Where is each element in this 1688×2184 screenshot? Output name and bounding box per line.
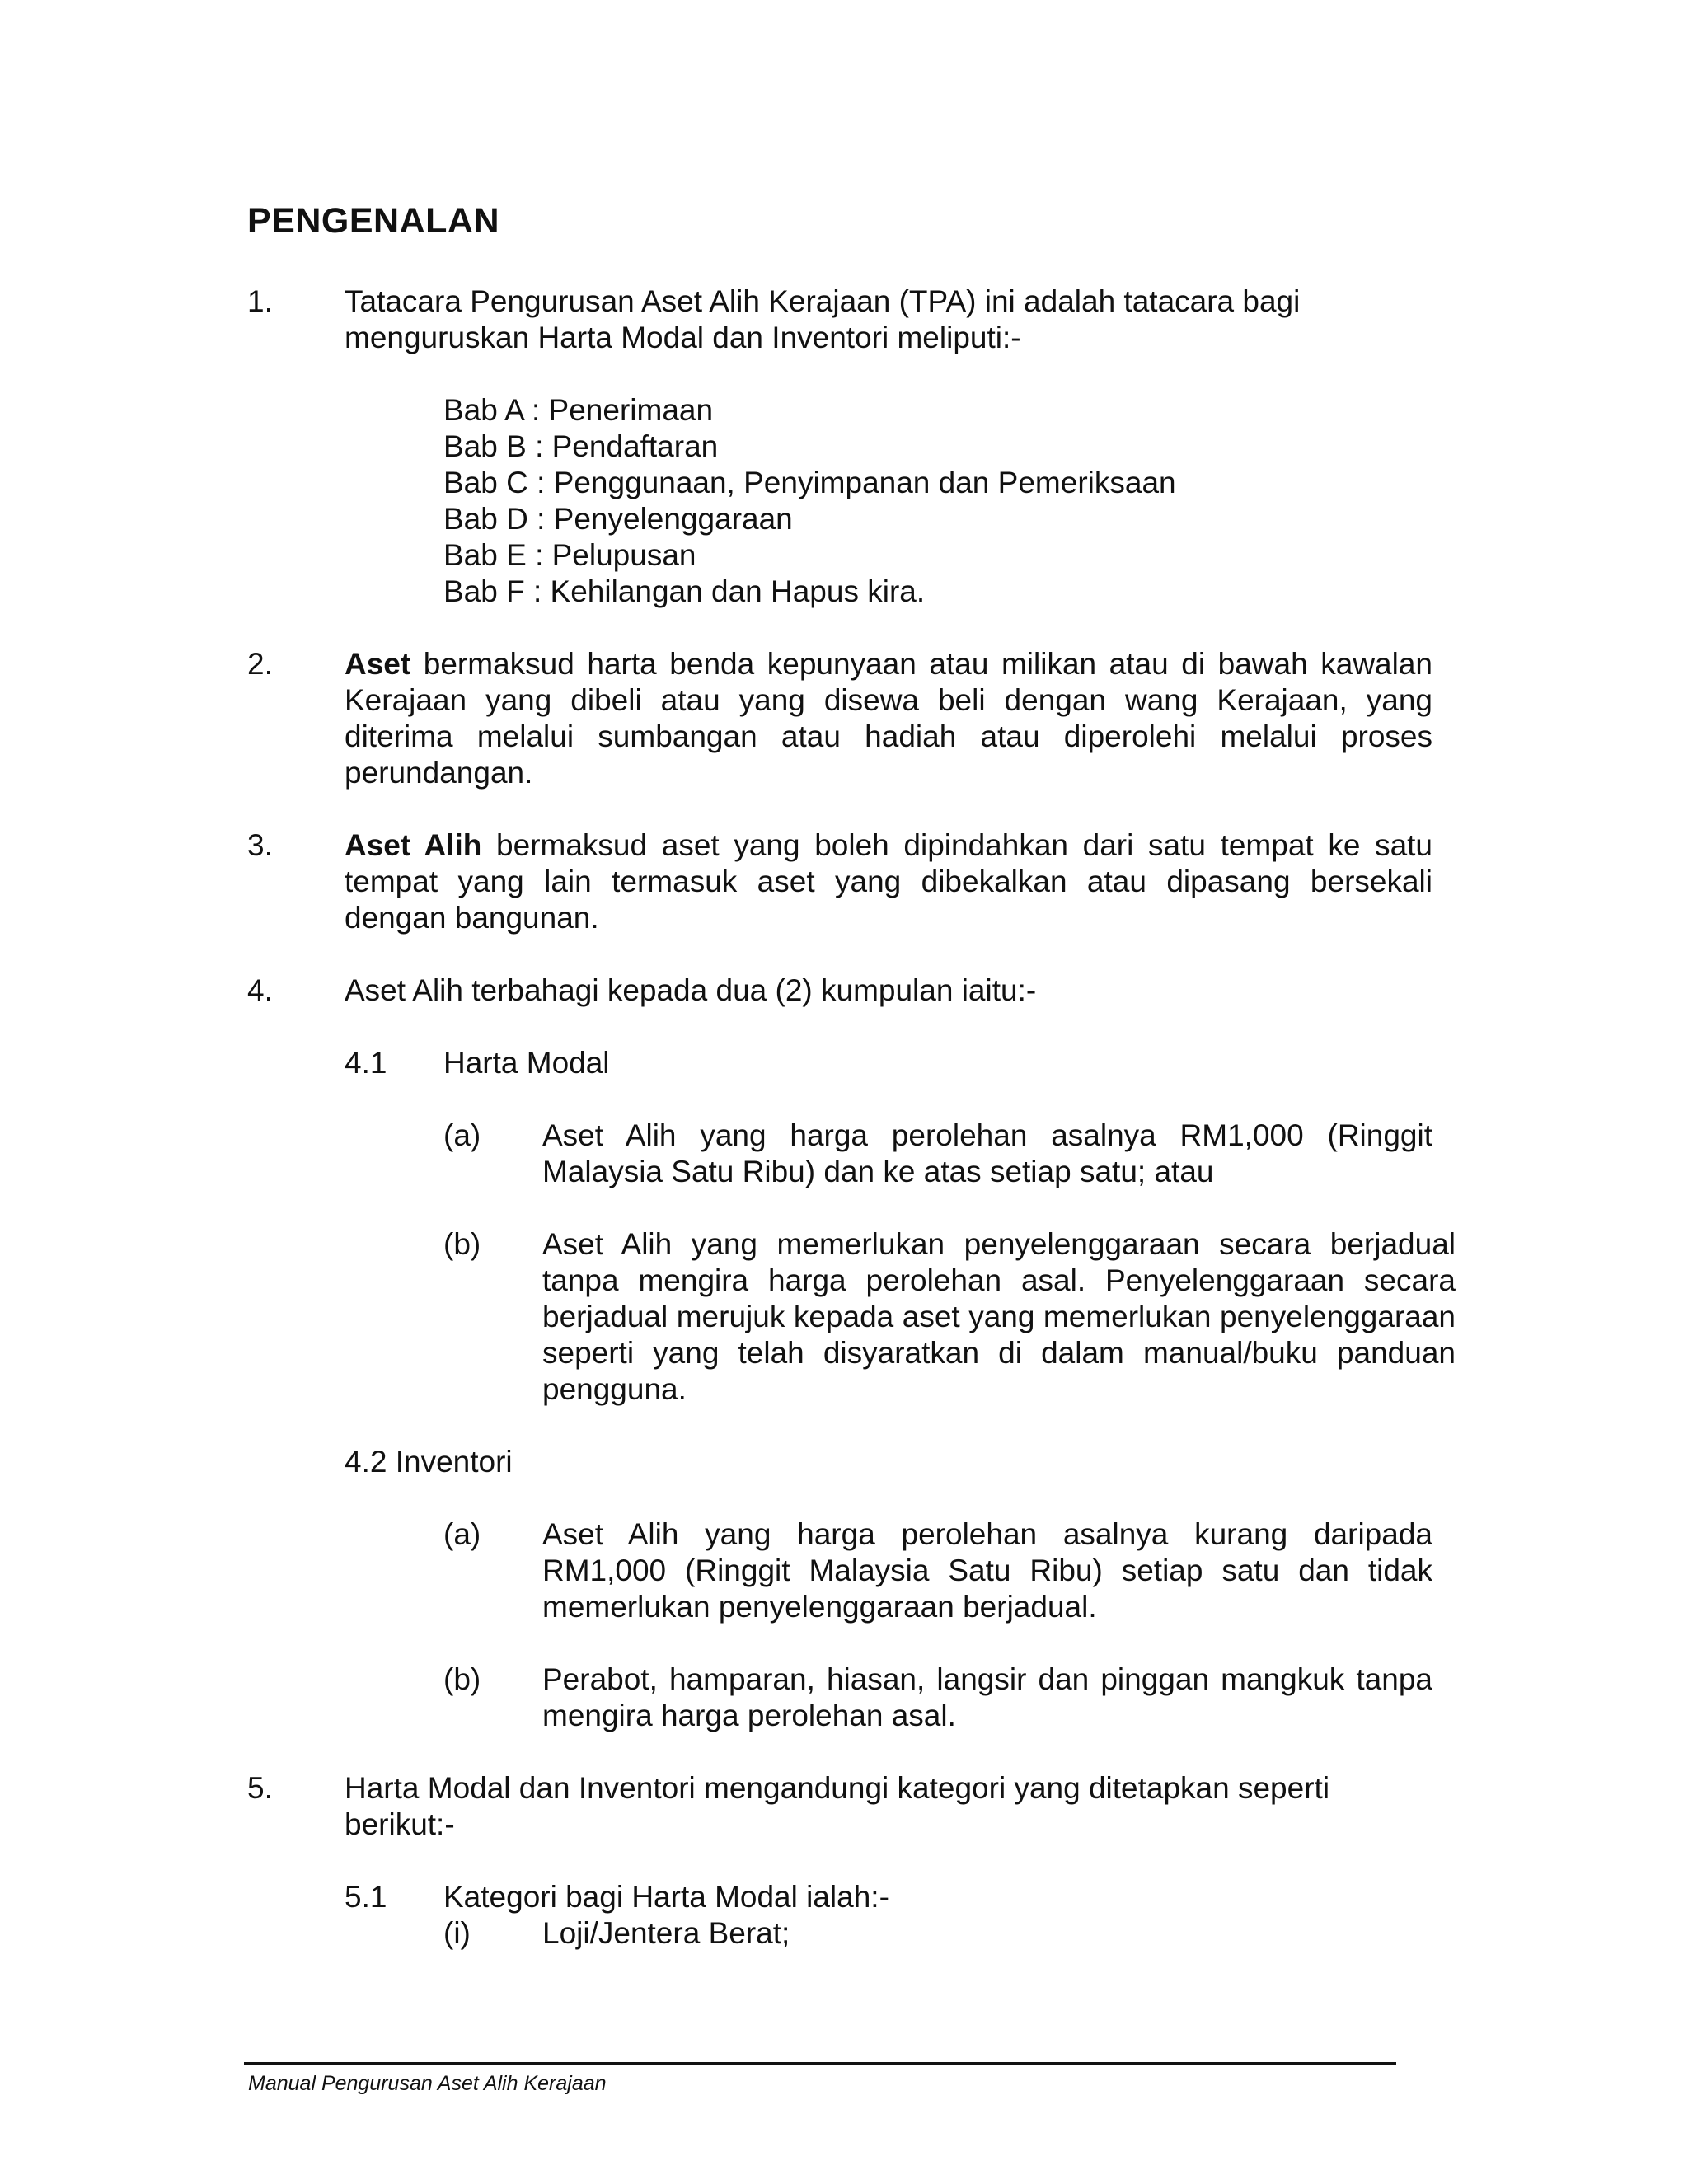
term-aset-alih: Aset Alih	[345, 828, 482, 862]
chapter-item: Bab C : Penggunaan, Penyimpanan dan Pemeriksaan	[443, 466, 1176, 499]
item-number: 1.	[247, 284, 273, 318]
subitem-title: Kategori bagi Harta Modal ialah:-	[443, 1880, 889, 1914]
point-text: Perabot, hamparan, hiasan, langsir dan pinggan mangkuk tanpa mengira harga perolehan asal.	[542, 1662, 1432, 1732]
term-aset: Aset	[345, 647, 411, 681]
item-2-definition: bermaksud harta benda kepunyaan atau milikan atau di bawah kawalan Kerajaan yang dibeli atau yang disewa beli dengan wang Kerajaan, yang diterima melalui sumbangan atau hadiah atau diperolehi melalui proses perundangan.	[345, 647, 1432, 790]
chapter-item: Bab E : Pelupusan	[443, 538, 696, 572]
subitem-number: 5.1	[345, 1880, 387, 1914]
point-label: (b)	[443, 1227, 481, 1261]
point-text: Aset Alih yang harga perolehan asalnya RM1,000 (Ringgit Malaysia Satu Ribu) dan ke atas setiap satu; atau	[542, 1118, 1432, 1188]
point-label: (a)	[443, 1517, 481, 1551]
chapter-item: Bab A : Penerimaan	[443, 393, 714, 427]
item-3-text	[345, 827, 1432, 936]
chapter-item: Bab F : Kehilangan dan Hapus kira.	[443, 574, 926, 608]
item-number: 5.	[247, 1771, 273, 1805]
page-title: PENGENALAN	[247, 201, 500, 241]
chapter-list	[443, 392, 1176, 610]
item-number: 4.	[247, 973, 273, 1007]
item-5-text: Harta Modal dan Inventori mengandungi kategori yang ditetapkan seperti berikut:-	[345, 1771, 1330, 1841]
point-text: Aset Alih yang harga perolehan asalnya kurang daripada RM1,000 (Ringgit Malaysia Satu Ribu) setiap satu dan tidak memerlukan penyelenggaraan berjadual.	[542, 1517, 1432, 1624]
item-2-text	[345, 646, 1432, 791]
item-1-text: Tatacara Pengurusan Aset Alih Kerajaan (TPA) ini adalah tatacara bagi menguruskan Harta Modal dan Inventori meliputi:-	[345, 284, 1301, 354]
point-label: (i)	[443, 1916, 471, 1950]
item-4-text: Aset Alih terbahagi kepada dua (2) kumpulan iaitu:-	[345, 973, 1037, 1007]
subitem-title: Harta Modal	[443, 1046, 610, 1080]
point-text: Aset Alih yang memerlukan penyelenggaraan secara berjadual tanpa mengira harga perolehan asal. Penyelenggaraan secara berjadual merujuk kepada aset yang memerlukan penyelenggaraan seperti yang telah disyaratkan di dalam manual/buku panduan pengguna.	[542, 1227, 1456, 1406]
point-text: Loji/Jentera Berat;	[542, 1916, 790, 1950]
chapter-item: Bab D : Penyelenggaraan	[443, 502, 793, 536]
subitem-number: 4.1	[345, 1046, 387, 1080]
item-3-definition: bermaksud aset yang boleh dipindahkan dari satu tempat ke satu tempat yang lain termasuk aset yang dibekalkan atau dipasang bersekali dengan bangunan.	[345, 828, 1433, 935]
subitem-heading: 4.2 Inventori	[345, 1445, 513, 1479]
point-label: (a)	[443, 1118, 481, 1152]
footer-text: Manual Pengurusan Aset Alih Kerajaan	[248, 2072, 607, 2095]
point-label: (b)	[443, 1662, 481, 1696]
footer-rule	[244, 2062, 1396, 2065]
chapter-item: Bab B : Pendaftaran	[443, 429, 719, 463]
item-number: 3.	[247, 828, 273, 862]
item-number: 2.	[247, 647, 273, 681]
